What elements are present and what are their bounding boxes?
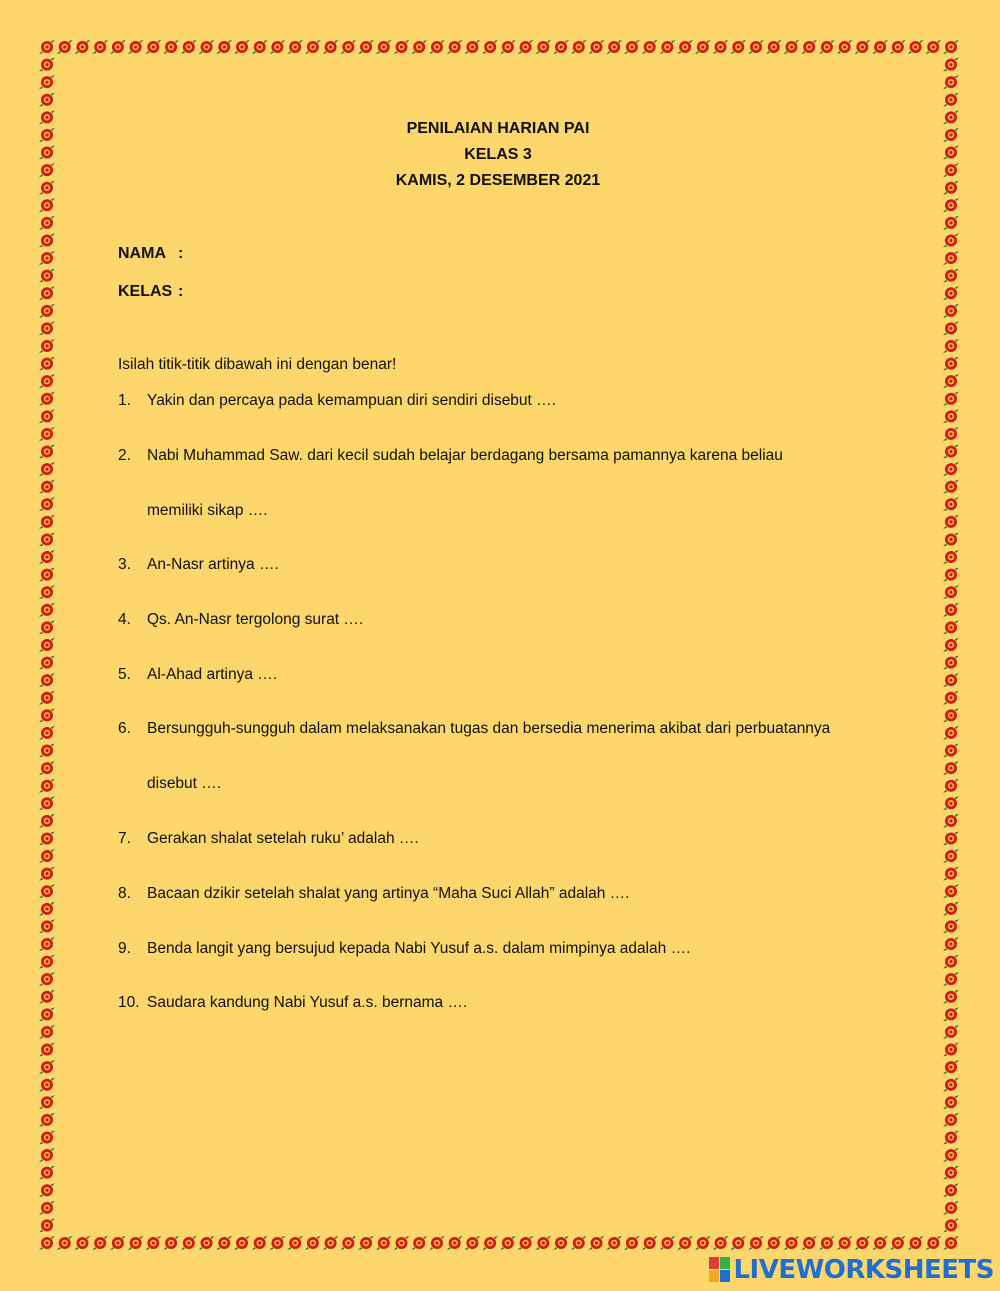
border-flower (305, 1236, 321, 1250)
border-flower (890, 40, 906, 54)
class-colon: : (178, 283, 184, 300)
border-flower (943, 814, 959, 828)
border-flower (943, 1025, 959, 1039)
border-flower (943, 990, 959, 1004)
border-flower (39, 497, 55, 511)
border-flower (624, 1236, 640, 1250)
border-flower (943, 181, 959, 195)
border-flower (943, 445, 959, 459)
border-flower (128, 40, 144, 54)
border-flower (39, 726, 55, 740)
border-flower (39, 75, 55, 89)
border-flower (216, 40, 232, 54)
border-flower (39, 286, 55, 300)
border-flower (943, 1218, 959, 1232)
border-flower (695, 40, 711, 54)
border-flower (145, 1236, 161, 1250)
border-flower (642, 40, 658, 54)
border-flower (39, 603, 55, 617)
border-flower (571, 40, 587, 54)
border-flower (39, 884, 55, 898)
border-flower (39, 568, 55, 582)
page-title: PENILAIAN HARIAN PAI (406, 120, 590, 137)
border-flower (163, 1236, 179, 1250)
border-flower (39, 515, 55, 529)
border-flower (447, 40, 463, 54)
border-flower (943, 93, 959, 107)
border-flower (128, 1236, 144, 1250)
border-flower (323, 40, 339, 54)
border-flower (39, 321, 55, 335)
border-flower (748, 1236, 764, 1250)
border-flower (500, 40, 516, 54)
border-flower (943, 304, 959, 318)
question-item (118, 666, 898, 684)
border-flower (854, 40, 870, 54)
border-flower (74, 1236, 90, 1250)
border-flower (39, 146, 55, 160)
name-label: NAMA (118, 245, 166, 262)
border-flower (943, 673, 959, 687)
border-flower (358, 1236, 374, 1250)
border-flower (163, 40, 179, 54)
border-flower (943, 867, 959, 881)
border-flower (39, 1236, 55, 1250)
border-flower (766, 40, 782, 54)
question-text: Bacaan dzikir setelah shalat yang artinya “Maha Suci Allah” adalah …. (147, 885, 630, 902)
class-heading: KELAS 3 (464, 146, 532, 163)
border-flower (39, 445, 55, 459)
border-flower (411, 1236, 427, 1250)
border-flower (39, 58, 55, 72)
border-flower (642, 1236, 658, 1250)
border-flower (39, 1183, 55, 1197)
border-flower (908, 40, 924, 54)
border-flower (39, 128, 55, 142)
question-text: Qs. An-Nasr tergolong surat …. (147, 611, 364, 628)
border-flower (943, 339, 959, 353)
border-flower (39, 427, 55, 441)
question-text: Gerakan shalat setelah ruku’ adalah …. (147, 830, 419, 847)
border-flower (837, 1236, 853, 1250)
border-flower (943, 831, 959, 845)
border-flower (943, 691, 959, 705)
border-flower (943, 1166, 959, 1180)
border-flower (394, 1236, 410, 1250)
border-flower (39, 1060, 55, 1074)
border-flower (305, 40, 321, 54)
border-flower (39, 550, 55, 564)
border-flower (39, 1007, 55, 1021)
border-flower (943, 603, 959, 617)
question-item (118, 392, 898, 410)
border-flower (39, 392, 55, 406)
border-flower (110, 40, 126, 54)
border-flower (943, 656, 959, 670)
border-flower (943, 427, 959, 441)
border-flower (39, 779, 55, 793)
question-number: 10. (118, 994, 140, 1011)
border-flower (837, 40, 853, 54)
border-flower (943, 585, 959, 599)
border-flower (943, 480, 959, 494)
border-flower (323, 1236, 339, 1250)
question-text: Nabi Muhammad Saw. dari kecil sudah belajar berdagang bersama pamannya karena beliau (147, 447, 783, 464)
border-flower (677, 40, 693, 54)
border-flower (535, 40, 551, 54)
border-flower (943, 1007, 959, 1021)
question-continuation: memiliki sikap …. (147, 502, 268, 519)
border-flower (429, 40, 445, 54)
border-flower (943, 972, 959, 986)
question-number: 8. (118, 885, 131, 902)
border-flower (925, 40, 941, 54)
border-flower (39, 532, 55, 546)
border-flower (730, 40, 746, 54)
question-number: 5. (118, 666, 131, 683)
border-flower (943, 849, 959, 863)
border-flower (39, 181, 55, 195)
border-flower (394, 40, 410, 54)
border-flower (39, 374, 55, 388)
instruction-text: Isilah titik-titik dibawah ini dengan benar! (118, 356, 397, 373)
border-flower (606, 1236, 622, 1250)
border-flower (943, 321, 959, 335)
border-flower (39, 972, 55, 986)
border-flower (39, 40, 55, 54)
border-flower (943, 1130, 959, 1144)
border-flower (819, 1236, 835, 1250)
border-flower (695, 1236, 711, 1250)
border-flower (39, 233, 55, 247)
border-flower (677, 1236, 693, 1250)
border-flower (39, 1043, 55, 1057)
liveworksheets-logo (709, 1255, 994, 1285)
border-flower (943, 198, 959, 212)
border-flower (39, 955, 55, 969)
question-number: 6. (118, 720, 131, 737)
border-flower (943, 1183, 959, 1197)
border-flower (943, 884, 959, 898)
border-flower (269, 1236, 285, 1250)
border-flower (39, 919, 55, 933)
border-flower (943, 497, 959, 511)
border-flower (801, 1236, 817, 1250)
border-flower (39, 620, 55, 634)
question-number: 1. (118, 392, 131, 409)
border-flower (943, 409, 959, 423)
border-flower (216, 1236, 232, 1250)
question-text: Al-Ahad artinya …. (147, 666, 278, 683)
border-flower (429, 1236, 445, 1250)
question-item (118, 940, 898, 958)
border-flower (39, 304, 55, 318)
border-flower (571, 1236, 587, 1250)
border-flower (943, 568, 959, 582)
border-flower (39, 585, 55, 599)
question-item (118, 556, 898, 574)
border-flower (943, 796, 959, 810)
border-flower (943, 233, 959, 247)
question-item (118, 447, 898, 519)
question-number: 4. (118, 611, 131, 628)
border-flower (39, 814, 55, 828)
name-colon: : (178, 245, 184, 262)
border-flower (801, 40, 817, 54)
border-flower (39, 251, 55, 265)
border-flower (943, 163, 959, 177)
border-flower (376, 40, 392, 54)
border-flower (199, 40, 215, 54)
border-flower (39, 1113, 55, 1127)
class-field (118, 283, 183, 301)
border-flower (943, 779, 959, 793)
border-flower (39, 1095, 55, 1109)
border-flower (376, 1236, 392, 1250)
border-flower (783, 1236, 799, 1250)
border-flower (39, 357, 55, 371)
question-item (118, 830, 898, 848)
liveworksheets-logo-icon (709, 1257, 731, 1283)
border-flower (943, 620, 959, 634)
border-flower (943, 1043, 959, 1057)
border-flower (783, 40, 799, 54)
question-text: Benda langit yang bersujud kepada Nabi Yusuf a.s. dalam mimpinya adalah …. (147, 940, 691, 957)
question-item (118, 611, 898, 629)
border-flower (890, 1236, 906, 1250)
border-flower (943, 357, 959, 371)
border-flower (943, 1095, 959, 1109)
border-flower (464, 40, 480, 54)
border-flower (943, 1148, 959, 1162)
border-flower (39, 937, 55, 951)
question-text: An-Nasr artinya …. (147, 556, 279, 573)
border-flower (943, 532, 959, 546)
border-flower (199, 1236, 215, 1250)
question-number: 2. (118, 447, 131, 464)
border-flower (659, 1236, 675, 1250)
border-flower (39, 339, 55, 353)
border-flower (39, 216, 55, 230)
border-flower (943, 1078, 959, 1092)
border-flower (39, 796, 55, 810)
class-label: KELAS (118, 283, 173, 300)
border-flower (39, 269, 55, 283)
border-flower (181, 1236, 197, 1250)
border-flower (943, 937, 959, 951)
border-flower (181, 40, 197, 54)
border-flower (943, 1113, 959, 1127)
border-flower (145, 40, 161, 54)
border-flower (39, 638, 55, 652)
border-flower (287, 40, 303, 54)
border-flower (588, 1236, 604, 1250)
border-flower (518, 1236, 534, 1250)
border-flower (39, 761, 55, 775)
red-flower-border-icon (38, 38, 960, 1252)
border-flower (943, 40, 959, 54)
border-flower (39, 1166, 55, 1180)
border-flower (624, 40, 640, 54)
border-flower (553, 40, 569, 54)
border-flower (39, 409, 55, 423)
title-block (118, 116, 878, 194)
border-flower (39, 480, 55, 494)
border-flower (110, 1236, 126, 1250)
border-flower (943, 708, 959, 722)
border-flower (535, 1236, 551, 1250)
border-flower (39, 708, 55, 722)
question-text: Saudara kandung Nabi Yusuf a.s. bernama …. (147, 994, 468, 1011)
border-flower (943, 75, 959, 89)
border-flower (872, 1236, 888, 1250)
border-flower (39, 1078, 55, 1092)
border-flower (943, 269, 959, 283)
question-item (118, 994, 898, 1012)
border-flower (943, 216, 959, 230)
border-flower (908, 1236, 924, 1250)
logo-text: LIVEWORKSHEETS (733, 1255, 994, 1285)
border-flower (74, 40, 90, 54)
question-continuation: disebut …. (147, 775, 222, 792)
border-flower (57, 1236, 73, 1250)
border-flower (518, 40, 534, 54)
border-flower (943, 902, 959, 916)
border-flower (553, 1236, 569, 1250)
border-flower (943, 251, 959, 265)
border-flower (39, 93, 55, 107)
border-flower (287, 1236, 303, 1250)
border-flower (464, 1236, 480, 1250)
border-flower (234, 40, 250, 54)
question-number: 3. (118, 556, 131, 573)
border-flower (252, 1236, 268, 1250)
border-flower (713, 40, 729, 54)
border-flower (252, 40, 268, 54)
border-flower (39, 1025, 55, 1039)
border-flower (269, 40, 285, 54)
border-flower (39, 744, 55, 758)
border-flower (588, 40, 604, 54)
border-flower (943, 638, 959, 652)
border-flower (943, 515, 959, 529)
border-flower (943, 1201, 959, 1215)
border-flower (943, 286, 959, 300)
border-flower (943, 919, 959, 933)
question-item (118, 720, 898, 792)
question-item (118, 885, 898, 903)
page-frame (38, 38, 960, 1252)
border-flower (39, 673, 55, 687)
border-flower (92, 1236, 108, 1250)
border-flower (39, 849, 55, 863)
border-flower (234, 1236, 250, 1250)
question-text: Bersungguh-sungguh dalam melaksanakan tugas dan bersedia menerima akibat dari perbuatannya (147, 720, 831, 737)
border-flower (872, 40, 888, 54)
border-flower (925, 1236, 941, 1250)
border-flower (340, 1236, 356, 1250)
border-flower (943, 550, 959, 564)
border-flower (943, 1060, 959, 1074)
border-flower (39, 1218, 55, 1232)
border-flower (943, 955, 959, 969)
border-flower (39, 110, 55, 124)
border-flower (943, 58, 959, 72)
border-flower (358, 40, 374, 54)
border-flower (766, 1236, 782, 1250)
border-flower (39, 902, 55, 916)
border-flower (943, 744, 959, 758)
border-flower (500, 1236, 516, 1250)
border-flower (482, 40, 498, 54)
border-flower (57, 40, 73, 54)
border-flower (943, 726, 959, 740)
question-number: 9. (118, 940, 131, 957)
border-flower (943, 146, 959, 160)
border-flower (819, 40, 835, 54)
border-flower (39, 867, 55, 881)
border-flower (854, 1236, 870, 1250)
border-flower (92, 40, 108, 54)
border-flower (411, 40, 427, 54)
border-flower (39, 1130, 55, 1144)
border-flower (659, 40, 675, 54)
border-flower (39, 163, 55, 177)
border-flower (39, 990, 55, 1004)
border-flower (482, 1236, 498, 1250)
border-flower (447, 1236, 463, 1250)
border-flower (943, 392, 959, 406)
border-flower (39, 1201, 55, 1215)
date-heading: KAMIS, 2 DESEMBER 2021 (395, 172, 601, 189)
border-flower (748, 40, 764, 54)
border-flower (713, 1236, 729, 1250)
border-flower (39, 656, 55, 670)
border-flower (39, 462, 55, 476)
border-flower (943, 1236, 959, 1250)
border-flower (943, 374, 959, 388)
question-number: 7. (118, 830, 131, 847)
border-flower (606, 40, 622, 54)
border-flower (943, 462, 959, 476)
border-flower (943, 128, 959, 142)
name-field (118, 245, 183, 263)
border-flower (39, 831, 55, 845)
border-flower (943, 110, 959, 124)
border-flower (340, 40, 356, 54)
question-text: Yakin dan percaya pada kemampuan diri sendiri disebut …. (147, 392, 556, 409)
border-flower (39, 1148, 55, 1162)
border-flower (39, 691, 55, 705)
border-flower (39, 198, 55, 212)
border-flower (730, 1236, 746, 1250)
border-flower (943, 761, 959, 775)
